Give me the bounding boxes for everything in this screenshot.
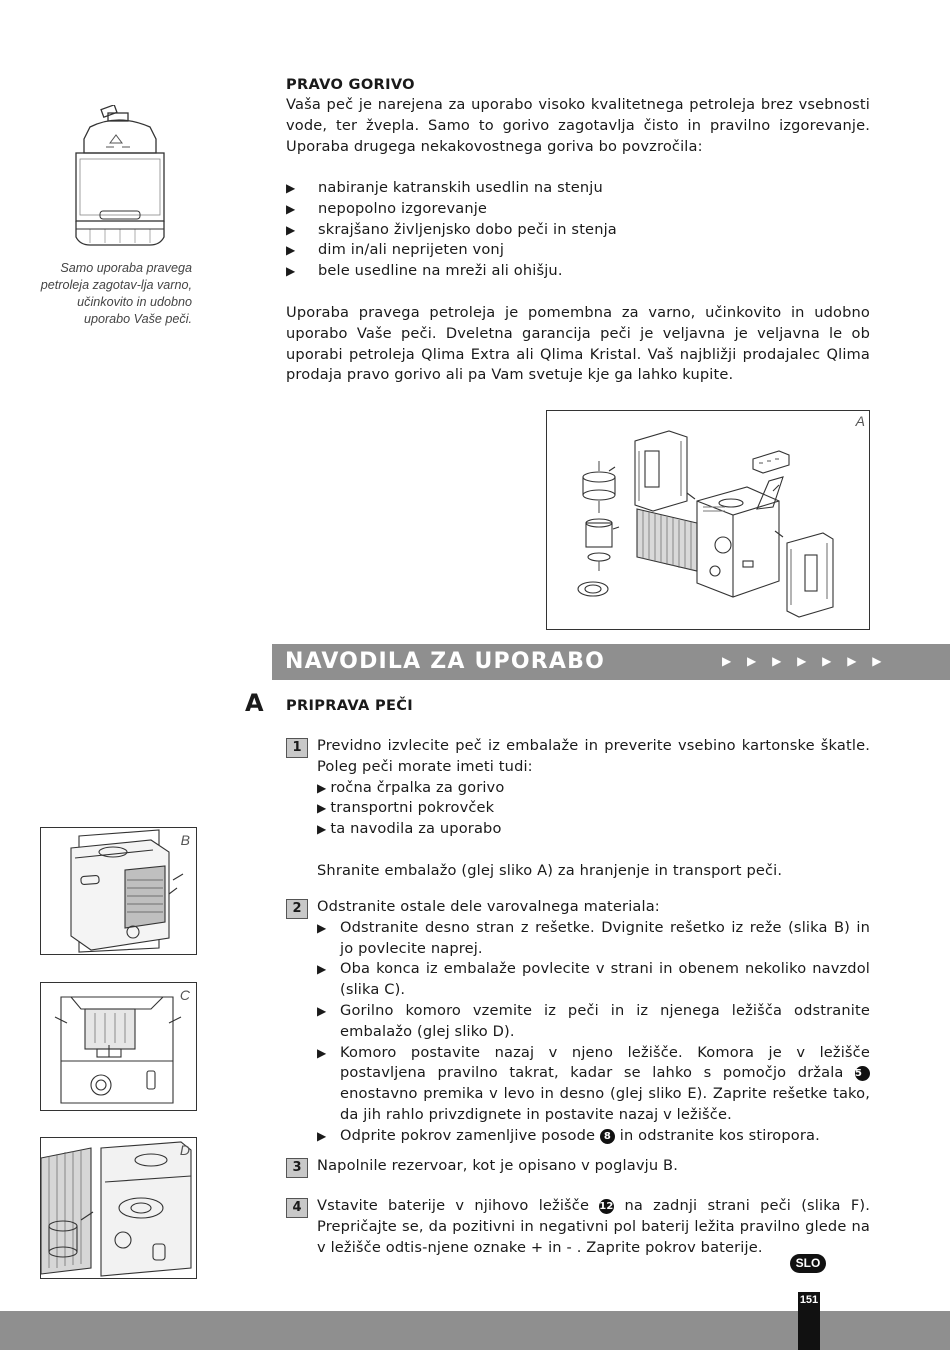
figure-d [40,1137,197,1279]
step-text: Previdno izvlecite peč iz embalaže in preverite vsebino kartonske škatle. Poleg peči morate imeti tudi: [317,737,870,775]
step-text: Odstranite ostale dele varovalnega materiala: [317,898,660,915]
figure-a [546,410,870,630]
bullet-text-b: in odstranite kos stiropora. [619,1126,820,1144]
bullet-text: Odstranite desno stran z rešetke. Dvignite rešetko iz reže (slika B) in jo povlecite naprej. [340,918,870,957]
bullet-text: ta navodila za uporabo [330,820,502,838]
bullet-text: nepopolno izgorevanje [318,199,488,217]
stove-packaging-illustration [41,983,196,1110]
fuel-canister-illustration [70,105,170,250]
bullet-arrow-icon: ▶ [317,780,327,795]
list-item [317,1043,870,1126]
figure-label: A [855,413,865,429]
bullet-arrow-icon: ▶ [317,822,327,837]
figure-c [40,982,197,1111]
list-item [286,178,870,199]
fuel-section-title: PRAVO GORIVO [286,76,415,93]
figure-b [40,827,197,955]
bullet-text: skrajšano življenjsko dobo peči in stenja [318,220,617,238]
step-1 [317,736,870,882]
bullet-arrow-icon: ▶ [317,920,327,935]
list-item [317,798,870,819]
figure-label: D [179,1142,190,1158]
stove-grille-illustration [41,828,196,954]
bullet-text: Gorilno komoro vzemite iz peči in iz njenega ležišča odstranite embalažo (glej sliko D). [340,1001,870,1040]
language-badge [790,1254,826,1273]
canister-caption: Samo uporaba pravega petroleja zagotav-lja varno, učinkovito in udobno uporabo Vaše peči. [40,261,192,326]
section-title: PRIPRAVA PEČI [286,697,413,714]
list-item [286,261,870,282]
section-letter: A [245,689,264,717]
page-number: 151 [799,1294,819,1306]
figure-label: B [180,832,190,848]
stove-exploded-illustration [547,411,869,629]
section-banner [272,644,950,680]
bullet-arrow-icon: ▶ [317,1128,327,1143]
bullet-arrow-icon: ▶ [286,201,296,216]
burner-removal-illustration [41,1138,196,1278]
bullet-text-a: Odprite pokrov zamenljive posode [340,1126,596,1144]
banner-arrows-icon: ▶ ▶ ▶ ▶ ▶ ▶ ▶ [722,654,888,668]
language-badge-text: SLO [795,1256,821,1270]
step-number-badge: 3 [286,1158,308,1178]
banner-title: NAVODILA ZA UPORABO [285,649,606,674]
part-number-marker: 12 [599,1201,614,1212]
list-item [317,959,870,1001]
list-item [317,918,870,960]
page-number-tab [798,1292,820,1350]
step-number-badge: 4 [286,1198,308,1218]
list-item [286,199,870,220]
bullet-arrow-icon: ▶ [286,181,296,195]
step-number-badge: 2 [286,899,308,919]
bullet-text: nabiranje katranskih usedlin na stenju [318,179,603,196]
bullet-text: transportni pokrovček [330,799,495,817]
list-item [317,778,870,799]
bullet-text: dim in/ali neprijeten vonj [318,241,505,259]
part-number-marker: 5 [855,1066,870,1081]
step-text-a: Vstavite baterije v njihovo ležišče [317,1197,590,1214]
step-4 [317,1196,870,1258]
list-item [317,1001,870,1043]
step-2 [317,897,870,1147]
bullet-text: ročna črpalka za gorivo [330,778,505,796]
canister-icon [70,105,170,250]
bullet-arrow-icon: ▶ [317,801,327,816]
bullet-text: Oba konca iz embalaže povlecite v strani in obenem nekoliko navzdol (slika C). [340,960,870,999]
list-item [317,1126,870,1147]
fuel-intro-text: Vaša peč je narejena za uporabo visoko kvalitetnega petroleja brez vsebnosti vode, ter žvepla. Samo to gorivo zagotavlja čisto in pravilno izgorevanje. Uporaba drugega nekakovostnega goriva bo povzročila: [286,96,870,155]
list-item [317,819,870,840]
list-item [286,240,870,261]
fuel-outro-text: Uporaba pravega petroleja je pomembna za varno, učinkovito in udobno uporabo Vaše peči. Dveletna garancija peči je veljavna je veljavna le ob uporabi petroleja Qlima Extra ali Qlima Kristal. Vaš najbližji prodajalec Qlima prodaja pravo gorivo ali pa Vam svetuje kje ga lahko kupite. [286,304,870,384]
list-item [286,220,870,241]
bullet-arrow-icon: ▶ [286,222,296,237]
bullet-text-a: Komoro postavite nazaj v njeno ležišče. Komora je v ležišče postavljena pravilno takrat, kadar se lahko s pomočjo držala [340,1043,870,1082]
bullet-text: bele usedline na mreži ali ohišju. [318,262,563,280]
bullet-arrow-icon: ▶ [317,1003,327,1018]
part-number-marker: 8 [600,1129,615,1144]
bullet-text-b: enostavno premika v levo in desno (glej sliko E). Zaprite rešetke tako, da jih rahlo privzdignete in postavite nazaj v ležišče. [340,1085,870,1123]
step-text-b: na zadnji strani peči (slika F). Prepričajte se, da pozitivni in negativni pol baterij ležita pravilno glede na v ležišče odtis-njene oznake + in - . Zaprite pokrov baterije. [317,1197,870,1256]
bullet-arrow-icon: ▶ [317,1045,327,1060]
step-3-text: Napolnile rezervoar, kot je opisano v poglavju B. [317,1157,678,1174]
bullet-arrow-icon: ▶ [317,962,327,977]
figure-label: C [179,987,190,1003]
bullet-arrow-icon: ▶ [286,243,296,258]
fuel-bullet-list [286,178,870,282]
bullet-arrow-icon: ▶ [286,264,296,279]
step-number-badge: 1 [286,738,308,758]
step-note: Shranite embalažo (glej sliko A) za hranjenje in transport peči. [317,861,783,879]
